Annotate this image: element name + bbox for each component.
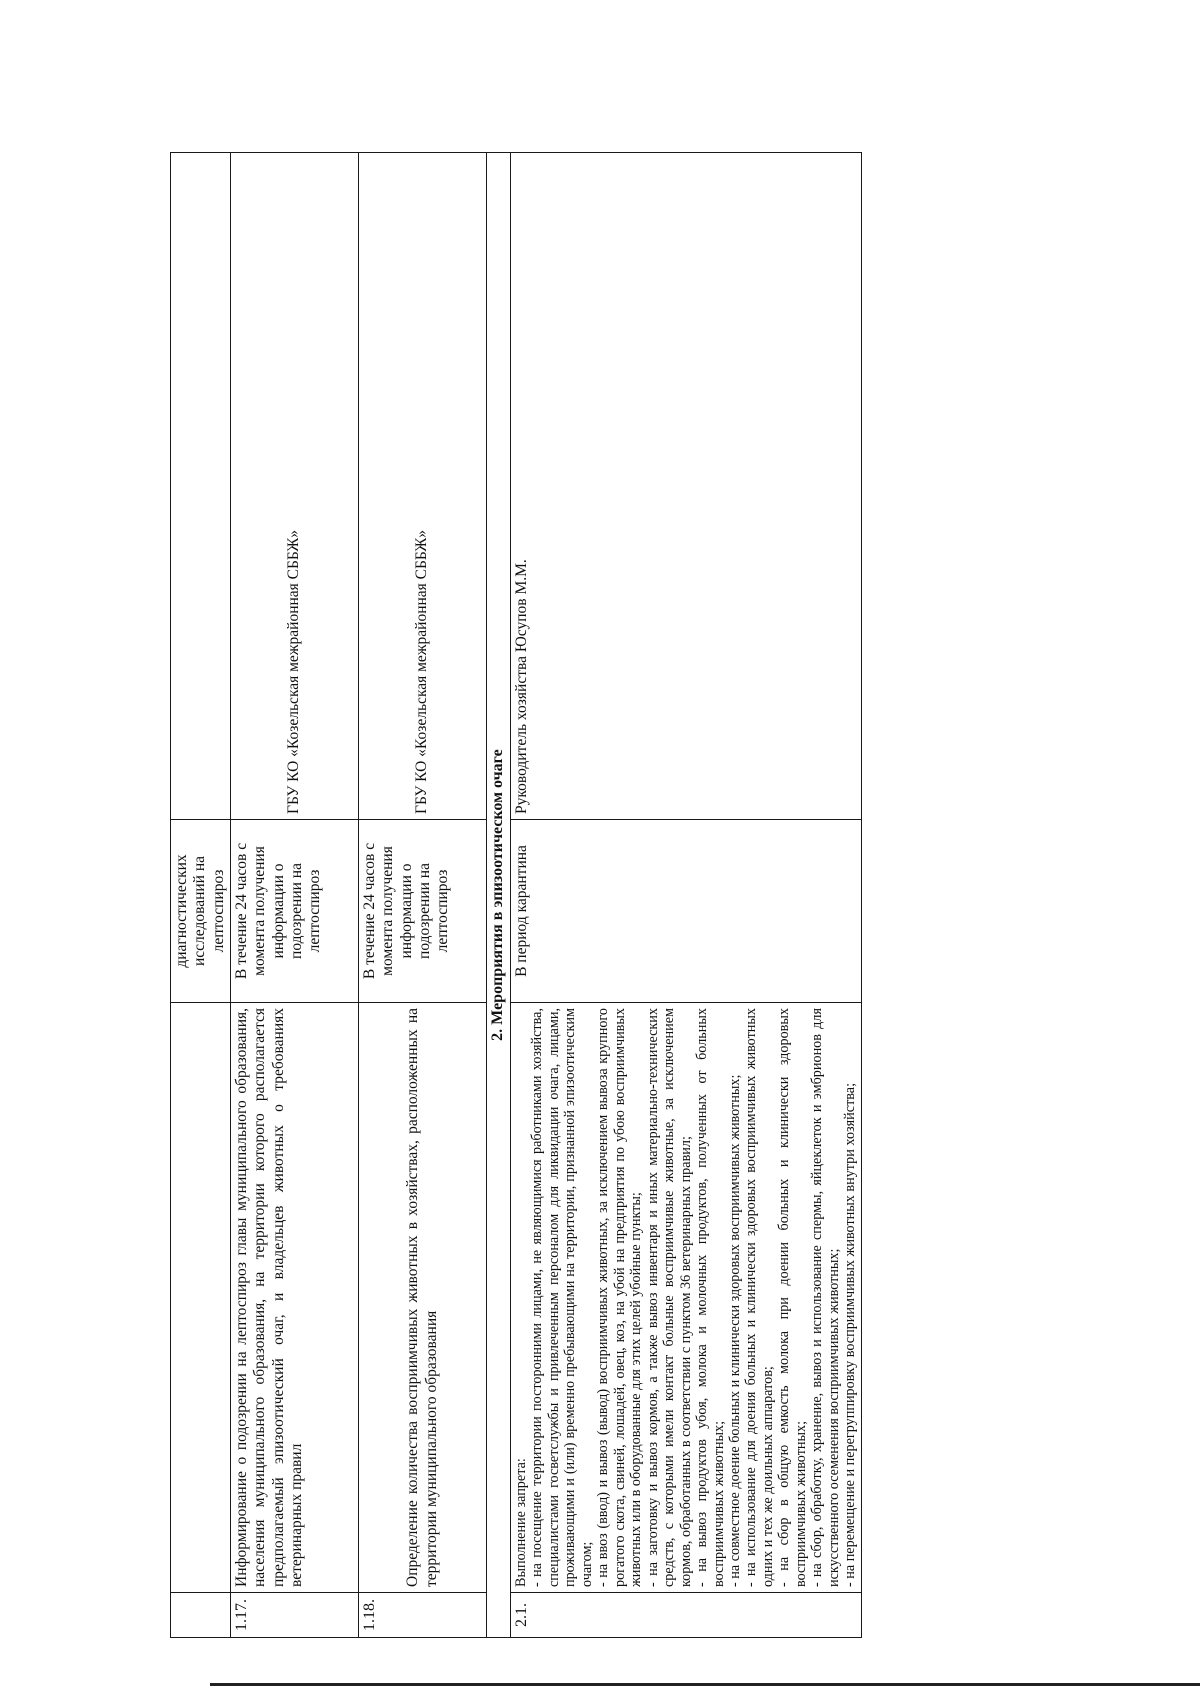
list-item: - на совместное доение больных и клинически здоровых восприимчивых животных; (726, 1074, 743, 1587)
row-action: Информирование о подозрении на лептоспироз главы муниципального образования, населения муниципального образования, на территории которого располагается предполагаемый эпизоотический очаг, и владельцев животных о требованиях ветеринарных правил (231, 1003, 359, 1593)
table-row-1-18 (359, 153, 487, 1638)
list-item: - на заготовку и вывоз кормов, а также вывоз инвентаря и иных материально-технических средств, с которыми имели контакт больные восприимчивые животные, за исключением кормов, обработанных в соответствии с пунктом 36 ветеринарных правил; (644, 1008, 694, 1587)
row-responsible: ГБУ КО «Козельская межрайонная СББЖ» (231, 153, 359, 820)
row-term: В течение 24 часов с момента получения информации о подозрении на лептоспироз (231, 820, 359, 1003)
row-responsible: Руководитель хозяйства Юсупов М.М. (510, 153, 861, 820)
row-number: 1.18. (359, 1593, 487, 1638)
row-term-cell (171, 820, 231, 1003)
row-term: В течение 24 часов с момента получения информации о подозрении на лептоспироз (359, 820, 487, 1003)
row-action (510, 1003, 861, 1593)
row-responsible: ГБУ КО «Козельская межрайонная СББЖ» (359, 153, 487, 820)
table-row-1-17 (231, 153, 359, 1638)
list-item: - на использование для доения больных и клинически здоровых восприимчивых животных одних и тех же доильных аппаратов; (743, 1008, 776, 1587)
ban-list (513, 1008, 859, 1587)
list-item: - на перемещение и перегруппировку восприимчивых животных внутри хозяйства; (842, 1082, 859, 1587)
measures-table (170, 152, 862, 1638)
list-item: - на вывоз продуктов убоя, молока и молочных продуктов, полученных от больных восприимчивых животных; (694, 1008, 727, 1587)
scan-edge-line (210, 1683, 1200, 1686)
row-action-cell (171, 1003, 231, 1593)
term-text: диагностических исследований на лептоспироз (173, 854, 227, 968)
row-number: 1.17. (231, 1593, 359, 1638)
rotated-table-wrapper (170, 153, 1043, 1638)
list-item: - на сбор в общую емкость молока при доении больных и клинически здоровых восприимчивых животных; (776, 1008, 809, 1587)
table-row-2-1 (510, 153, 861, 1638)
list-item: - на сбор, обработку, хранение, вывоз и использование спермы, яйцеклеток и эмбрионов для искусственного осеменения восприимчивых животных; (809, 1008, 842, 1587)
row-responsible-cell (171, 153, 231, 820)
list-item: - на ввоз (ввод) и вывоз (вывод) восприимчивых животных, за исключением вывоза крупного рогатого скота, свиней, лошадей, овец, коз, на убой на предприятия по убою восприимчивых животных или в оборудованные для этих целей убойные пункты; (595, 1008, 645, 1587)
row-term: В период карантина (510, 820, 861, 1003)
row-number: 2.1. (510, 1593, 861, 1638)
ban-list-intro: Выполнение запрета: (512, 1458, 529, 1587)
row-num-cell (171, 1593, 231, 1638)
table-row-continued (171, 153, 231, 1638)
section-header-row (487, 153, 511, 1638)
row-action: Определение количества восприимчивых животных в хозяйствах, расположенных на территории муниципального образования (359, 1003, 487, 1593)
list-item: - на посещение территории посторонними лицами, не являющимися работниками хозяйства, специалистами госветслужбы и привлеченным персоналом для ликвидации очага, лицами, проживающими и (или) временно пребывающими на территории, признанной эпизоотическим очагом; (529, 1008, 595, 1587)
section-title: 2. Мероприятия в эпизоотическом очаге (487, 153, 511, 1638)
